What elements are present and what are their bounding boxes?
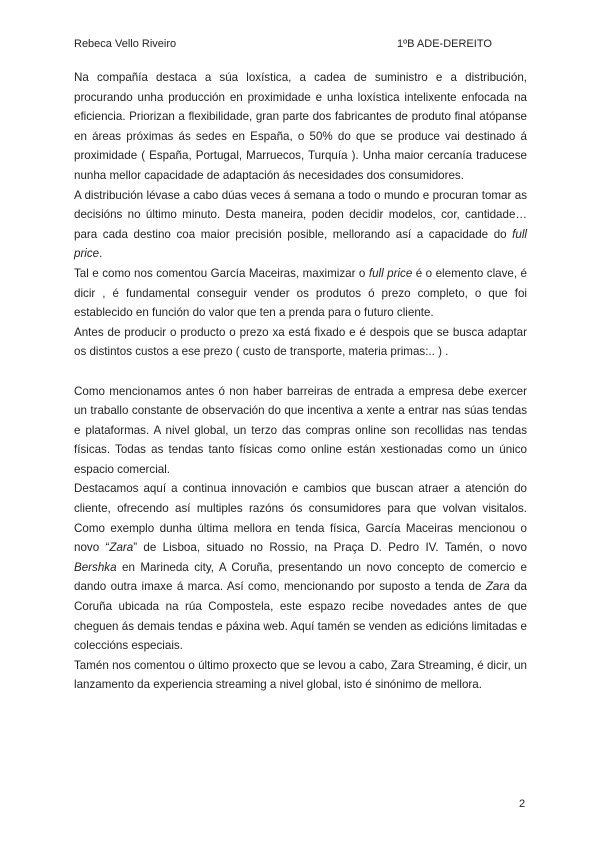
author-name: Rebeca Vello Riveiro <box>74 38 177 50</box>
text-run: Destacamos aquí a continua innovación e cambios que buscan atraer a atención do cliente, ofrecendo así multiples razóns ós consumidores para que volvan visitalos. Como exemplo dunha última mellora en tenda física, García Maceiras mencionou o novo “ <box>74 482 527 555</box>
italic-term: Zara <box>109 541 134 555</box>
italic-term: Zara <box>485 580 510 594</box>
document-body <box>74 68 527 695</box>
paragraph-p2 <box>74 186 527 264</box>
italic-term: full price <box>74 227 527 261</box>
text-run: é o elemento clave, é dicir , é fundamental conseguir vender os produtos ó prezo completo, o que foi establecido en función do valor que ten a prenda para o futuro cliente. <box>74 266 527 320</box>
text-run: ” de Lisboa, situado no Rossio, na Praça D. Pedro IV. Tamén, o novo <box>133 541 527 555</box>
text-run: da Coruña ubicada na rúa Compostela, este espazo recibe novedades antes de que cheguen ás demais tendas e páxina web. Aquí tamén se venden as edicións limitadas e coleccións especiais. <box>74 580 527 653</box>
page-number: 2 <box>519 798 526 810</box>
paragraph-p4 <box>74 323 527 362</box>
text-run: Como mencionamos antes ó non haber barreiras de entrada a empresa debe exercer un traballo constante de observación do que incentiva a xente a entrar nas súas tendas e plataformas. A nivel global, un terzo das compras online son recollidas nas tendas físicas. Todas as tendas tanto físicas como online están xestionadas como un único espacio comercial. <box>74 384 527 476</box>
text-run: A distribución lévase a cabo dúas veces á semana a todo o mundo e procuran tomar as decisións no último minuto. Desta maneira, poden decidir modelos, cor, cantidade… para cada destino coa maior precisión posible, mellorando así a capacidade do <box>74 188 527 241</box>
text-run: Tamén nos comentou o último proxecto que se levou a cabo, Zara Streaming, é dicir, un lanzamento da experiencia streaming a nivel global, isto é sinónimo de mellora. <box>74 658 527 692</box>
text-run: Antes de producir o producto o prezo xa está fixado e é despois que se busca adaptar os distintos custos a ese prezo ( custo de transporte, materia primas:.. ) . <box>74 325 527 359</box>
text-run: en Marineda city, A Coruña, presentando un novo concepto de comercio e dando outra imaxe á marca. Así como, mencionando por suposto a tenda de <box>74 560 527 594</box>
course-label: 1ºB ADE-DEREITO <box>397 38 492 50</box>
paragraph-p3 <box>74 264 527 323</box>
paragraph-p6 <box>74 479 527 655</box>
paragraph-p7 <box>74 656 527 695</box>
italic-term: full price <box>368 266 413 280</box>
text-run: . <box>99 247 103 261</box>
text-run: Na compañía destaca a súa loxística, a cadea de suministro e a distribución, procurando unha producción en proximidade e unha loxística intelixente enfocada na eficiencia. Priorizan a flexibilidade, gran parte dos fabricantes de produto final atópanse en áreas próximas ás sedes en España, o 50% do que se produce vai destinado á proximidade ( España, Portugal, Marruecos, Turquía ). Unha maior cercanía traducese nunha mellor capacidade de adaptación ás necesidades dos consumidores. <box>74 71 527 182</box>
text-run: Tal e como nos comentou García Maceiras, maximizar o <box>74 266 369 280</box>
paragraph-p1 <box>74 68 527 186</box>
italic-term: Bershka <box>74 560 117 574</box>
paragraph-p5 <box>74 382 527 480</box>
